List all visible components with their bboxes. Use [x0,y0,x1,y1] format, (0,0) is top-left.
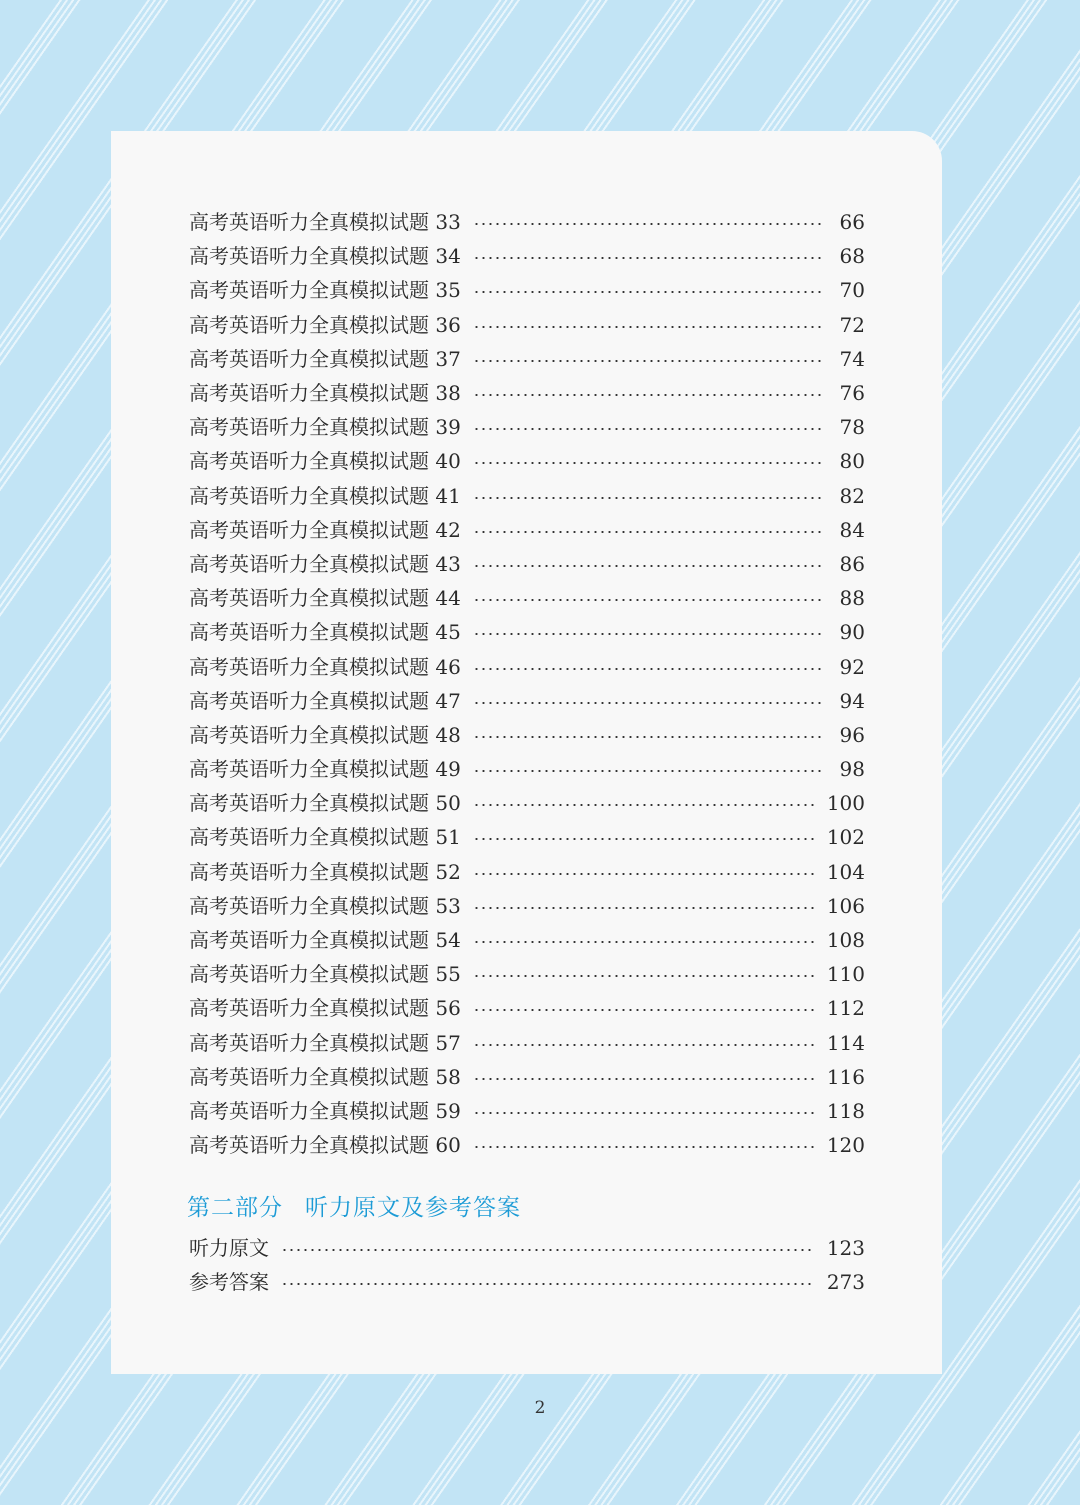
toc-entry-title: 高考英语听力全真模拟试题 48 [189,722,461,747]
page-number: 2 [534,1398,546,1418]
toc-entry[interactable] [189,547,865,581]
dot-leader [473,873,815,875]
dot-leader [473,291,823,293]
toc-entry-page: 118 [826,1098,865,1123]
toc-entry[interactable] [189,649,865,683]
toc-entry[interactable] [189,820,865,854]
dot-leader [473,702,823,704]
toc-entry[interactable] [189,991,865,1025]
dot-leader [473,736,823,738]
toc-entry-page: 88 [839,586,865,611]
dot-leader [473,1009,815,1011]
toc-entry-page: 82 [839,483,865,508]
dot-leader [473,326,823,328]
toc-entry-page: 66 [839,210,865,235]
toc-entry-title: 高考英语听力全真模拟试题 47 [189,688,461,713]
toc-entry[interactable] [189,308,865,342]
toc-entry-page: 70 [839,278,865,303]
toc-entry-title: 高考英语听力全真模拟试题 35 [189,278,461,303]
toc-entry-page: 78 [839,415,865,440]
toc-entry-page: 100 [826,791,865,816]
dot-leader [473,1112,815,1114]
toc-entry-page: 112 [826,996,865,1021]
dot-leader [473,360,823,362]
toc-entry[interactable] [189,1094,865,1128]
dot-leader [473,941,815,943]
section-title: 听力原文及参考答案 [305,1195,521,1221]
toc-entry[interactable] [189,1231,865,1265]
toc-entry[interactable] [189,239,865,273]
dot-leader [473,462,823,464]
toc-entry-page: 108 [826,928,865,953]
toc-entry-title: 高考英语听力全真模拟试题 59 [189,1098,461,1123]
toc-entry[interactable] [189,273,865,307]
toc-entry-page: 102 [826,825,865,850]
toc-entry-title: 高考英语听力全真模拟试题 43 [189,551,461,576]
toc-entry-page: 106 [826,893,865,918]
toc-entry-page: 114 [826,1030,865,1055]
toc-entry-title: 高考英语听力全真模拟试题 54 [189,928,461,953]
toc-entry-page: 68 [839,244,865,269]
dot-leader [281,1283,815,1285]
toc-entry[interactable] [189,1128,865,1162]
toc-entry-title: 高考英语听力全真模拟试题 49 [189,757,461,782]
toc-entry-page: 116 [826,1064,865,1089]
dot-leader [473,1078,815,1080]
toc-entry-title: 高考英语听力全真模拟试题 46 [189,654,461,679]
toc-entry[interactable] [189,1060,865,1094]
toc-entry-title: 高考英语听力全真模拟试题 51 [189,825,461,850]
toc-entry-title: 高考英语听力全真模拟试题 53 [189,893,461,918]
dot-leader [473,531,823,533]
toc-entry-title: 高考英语听力全真模拟试题 55 [189,962,461,987]
toc-entry-title: 高考英语听力全真模拟试题 44 [189,586,461,611]
toc-entry[interactable] [189,855,865,889]
toc-entry-page: 123 [826,1236,865,1261]
dot-leader [473,257,823,259]
toc-entry-title: 高考英语听力全真模拟试题 52 [189,859,461,884]
toc-entry[interactable] [189,479,865,513]
dot-leader [473,497,823,499]
toc-entry[interactable] [189,684,865,718]
toc-entry[interactable] [189,205,865,239]
toc-entry-page: 76 [839,381,865,406]
toc-entry-title: 高考英语听力全真模拟试题 36 [189,312,461,337]
toc-entry-title: 高考英语听力全真模拟试题 41 [189,483,461,508]
toc-entry-page: 90 [839,620,865,645]
toc-entry-title: 高考英语听力全真模拟试题 34 [189,244,461,269]
dot-leader [473,1044,815,1046]
toc-entry-title: 听力原文 [189,1236,269,1261]
toc-entry-title: 高考英语听力全真模拟试题 56 [189,996,461,1021]
dot-leader [473,1146,815,1148]
toc-entry-title: 高考英语听力全真模拟试题 58 [189,1064,461,1089]
section-heading [187,1189,521,1222]
dot-leader [473,975,815,977]
toc-entry-page: 98 [839,757,865,782]
dot-leader [473,428,823,430]
toc-entry[interactable] [189,615,865,649]
dot-leader [473,565,823,567]
dot-leader [473,394,823,396]
toc-entry-page: 92 [839,654,865,679]
toc-entry-page: 120 [826,1133,865,1158]
toc-entry-page: 273 [826,1270,865,1295]
dot-leader [473,668,823,670]
toc-entry[interactable] [189,957,865,991]
toc-entry-page: 84 [839,517,865,542]
toc-entry[interactable] [189,752,865,786]
toc-entry[interactable] [189,1265,865,1299]
toc-entry-page: 74 [839,346,865,371]
section-number: 第二部分 [187,1195,283,1221]
toc-entry-title: 高考英语听力全真模拟试题 37 [189,346,461,371]
toc-entry-title: 参考答案 [189,1270,269,1295]
dot-leader [473,804,815,806]
toc-entry[interactable] [189,444,865,478]
toc-entry[interactable] [189,923,865,957]
toc-entry[interactable] [189,889,865,923]
toc-entry-page: 80 [839,449,865,474]
toc-entry-title: 高考英语听力全真模拟试题 38 [189,381,461,406]
dot-leader [473,599,823,601]
toc-entry-page: 104 [826,859,865,884]
toc-entry-title: 高考英语听力全真模拟试题 42 [189,517,461,542]
toc-entry-title: 高考英语听力全真模拟试题 50 [189,791,461,816]
toc-entry[interactable] [189,376,865,410]
toc-entry[interactable] [189,513,865,547]
toc-entry[interactable] [189,718,865,752]
dot-leader [473,838,815,840]
toc-entry[interactable] [189,581,865,615]
toc-entry-page: 110 [826,962,865,987]
toc-entry-page: 94 [839,688,865,713]
section-two-contents [189,1231,865,1299]
toc-entry-title: 高考英语听力全真模拟试题 57 [189,1030,461,1055]
toc-entry[interactable] [189,342,865,376]
dot-leader [473,770,823,772]
toc-entry-page: 96 [839,722,865,747]
toc-entry-title: 高考英语听力全真模拟试题 45 [189,620,461,645]
table-of-contents [189,205,865,1162]
dot-leader [473,633,823,635]
toc-entry-page: 72 [839,312,865,337]
dot-leader [473,223,823,225]
toc-entry-title: 高考英语听力全真模拟试题 60 [189,1133,461,1158]
dot-leader [473,907,815,909]
toc-entry-title: 高考英语听力全真模拟试题 33 [189,210,461,235]
dot-leader [281,1249,815,1251]
content-panel [111,131,942,1374]
toc-entry-page: 86 [839,551,865,576]
toc-entry[interactable] [189,786,865,820]
toc-entry-title: 高考英语听力全真模拟试题 40 [189,449,461,474]
toc-entry[interactable] [189,1026,865,1060]
toc-entry[interactable] [189,410,865,444]
toc-entry-title: 高考英语听力全真模拟试题 39 [189,415,461,440]
